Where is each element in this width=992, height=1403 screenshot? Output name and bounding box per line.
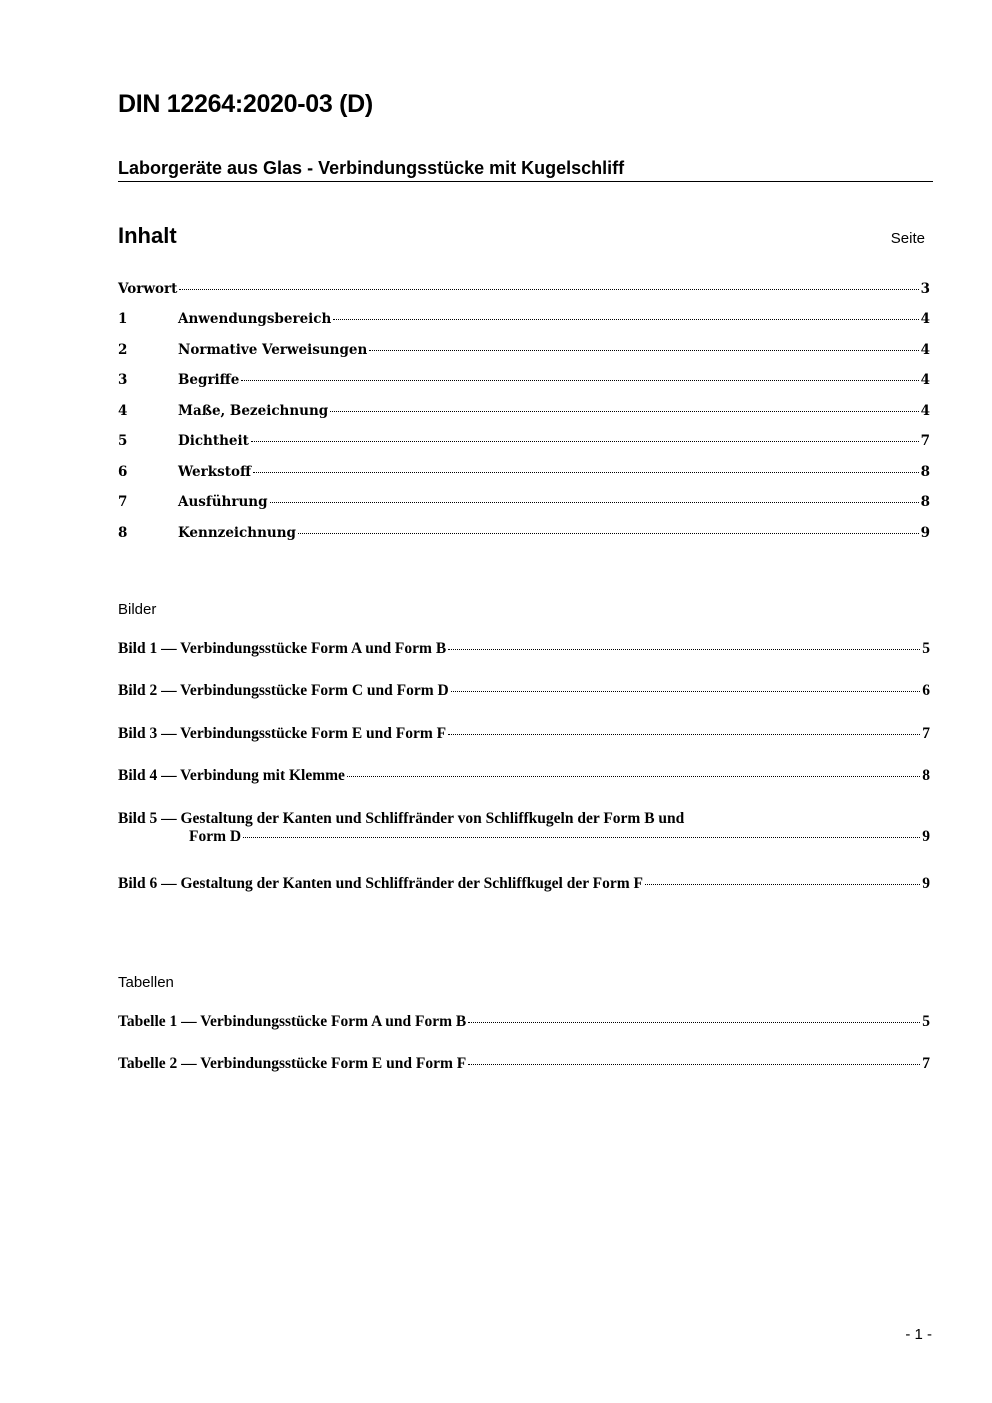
- toc-entry-number: 4: [118, 403, 128, 419]
- figure-entry-title-cont: Form D: [189, 828, 242, 845]
- toc-entry-number: 1: [118, 311, 128, 327]
- toc-entry-5[interactable]: [118, 433, 930, 449]
- toc-entry-page: 9: [920, 525, 930, 541]
- document-subtitle: Laborgeräte aus Glas - Verbindungsstücke mit Kugelschliff: [118, 158, 933, 182]
- toc-entry-page: 7: [920, 433, 930, 449]
- figure-entry-title: Bild 1 — Verbindungsstücke Form A und Form B: [118, 640, 447, 657]
- figure-entry-3[interactable]: [118, 725, 930, 743]
- toc-page-label: Seite: [890, 230, 925, 247]
- toc-entry-title: Kennzeichnung: [178, 525, 296, 541]
- dot-leader: [468, 1022, 920, 1023]
- page-number: - 1 -: [905, 1326, 932, 1343]
- toc-entry-number: 7: [118, 494, 128, 510]
- toc-entry-title: Vorwort: [118, 281, 178, 297]
- toc-entry-6[interactable]: [118, 464, 930, 480]
- toc-entry-title: Dichtheit: [178, 433, 249, 449]
- tables-label: Tabellen: [118, 974, 174, 991]
- toc-entry-number: 2: [118, 342, 128, 358]
- dot-leader: [298, 533, 919, 534]
- figure-entry-page: 9: [922, 828, 930, 845]
- toc-entry-number: 3: [118, 372, 128, 388]
- dot-leader: [645, 884, 920, 885]
- figure-entry-5[interactable]: [118, 810, 930, 846]
- toc-entry-4[interactable]: [118, 403, 930, 419]
- toc-entry-page: 4: [920, 311, 930, 327]
- toc-entry-title: Begriffe: [178, 372, 240, 388]
- figure-entry-6[interactable]: [118, 875, 930, 893]
- dot-leader: [253, 472, 919, 473]
- figure-entry-title: Bild 5 — Gestaltung der Kanten und Schliffränder von Schliffkugeln der Form B und: [118, 810, 685, 827]
- figure-entry-page: 8: [922, 767, 930, 784]
- dot-leader: [468, 1064, 920, 1065]
- dot-leader: [241, 380, 918, 381]
- dot-leader: [179, 289, 918, 290]
- figure-entry-title: Bild 4 — Verbindung mit Klemme: [118, 767, 345, 784]
- toc-entry-page: 4: [920, 403, 930, 419]
- figure-entry-title: Bild 2 — Verbindungsstücke Form C und Form D: [118, 682, 449, 699]
- figure-entry-page: 5: [922, 640, 930, 657]
- dot-leader: [270, 502, 919, 503]
- table-entry-page: 5: [922, 1013, 930, 1030]
- dot-leader: [251, 441, 919, 442]
- dot-leader: [448, 734, 920, 735]
- toc-entry-1[interactable]: [118, 311, 930, 327]
- toc-entry-page: 3: [920, 281, 930, 297]
- toc-entry-number: 5: [118, 433, 128, 449]
- toc-entry-title: Maße, Bezeichnung: [178, 403, 329, 419]
- toc-entry-page: 8: [920, 494, 930, 510]
- table-entry-title: Tabelle 1 — Verbindungsstücke Form A und Form B: [118, 1013, 467, 1030]
- toc-entry-page: 4: [920, 372, 930, 388]
- dot-leader: [347, 776, 920, 777]
- dot-leader: [243, 837, 920, 838]
- toc-entry-8[interactable]: [118, 525, 930, 541]
- toc-entry-3[interactable]: [118, 372, 930, 388]
- table-entry-page: 7: [922, 1055, 930, 1072]
- figure-entry-page: 6: [922, 682, 930, 699]
- toc-entry-title: Ausführung: [178, 494, 268, 510]
- toc-entry-number: 8: [118, 525, 128, 541]
- figure-entry-1[interactable]: [118, 640, 930, 658]
- dot-leader: [333, 319, 918, 320]
- figure-entry-page: 9: [922, 875, 930, 892]
- figure-entry-continuation: [118, 828, 930, 846]
- toc-entry-number: 6: [118, 464, 128, 480]
- dot-leader: [369, 350, 918, 351]
- table-entry-2[interactable]: [118, 1055, 930, 1073]
- document-title: DIN 12264:2020-03 (D): [118, 90, 373, 118]
- table-entry-title: Tabelle 2 — Verbindungsstücke Form E und Form F: [118, 1055, 467, 1072]
- dot-leader: [448, 649, 920, 650]
- figure-entry-4[interactable]: [118, 767, 930, 785]
- toc-entry-title: Normative Verweisungen: [178, 342, 368, 358]
- toc-entry-page: 8: [920, 464, 930, 480]
- toc-entry-page: 4: [920, 342, 930, 358]
- toc-entry-vorwort[interactable]: [118, 281, 930, 297]
- figures-label: Bilder: [118, 601, 157, 618]
- figure-entry-title: Bild 3 — Verbindungsstücke Form E und Form F: [118, 725, 447, 742]
- toc-heading: Inhalt: [118, 223, 177, 248]
- toc-entry-title: Anwendungsbereich: [178, 311, 332, 327]
- figure-entry-2[interactable]: [118, 682, 930, 700]
- dot-leader: [451, 691, 921, 692]
- toc-entry-title: Werkstoff: [178, 464, 252, 480]
- figure-entry-title: Bild 6 — Gestaltung der Kanten und Schliffränder der Schliffkugel der Form F: [118, 875, 644, 892]
- figure-entry-page: 7: [922, 725, 930, 742]
- toc-entry-7[interactable]: [118, 494, 930, 510]
- dot-leader: [330, 411, 918, 412]
- table-entry-1[interactable]: [118, 1013, 930, 1031]
- toc-entry-2[interactable]: [118, 342, 930, 358]
